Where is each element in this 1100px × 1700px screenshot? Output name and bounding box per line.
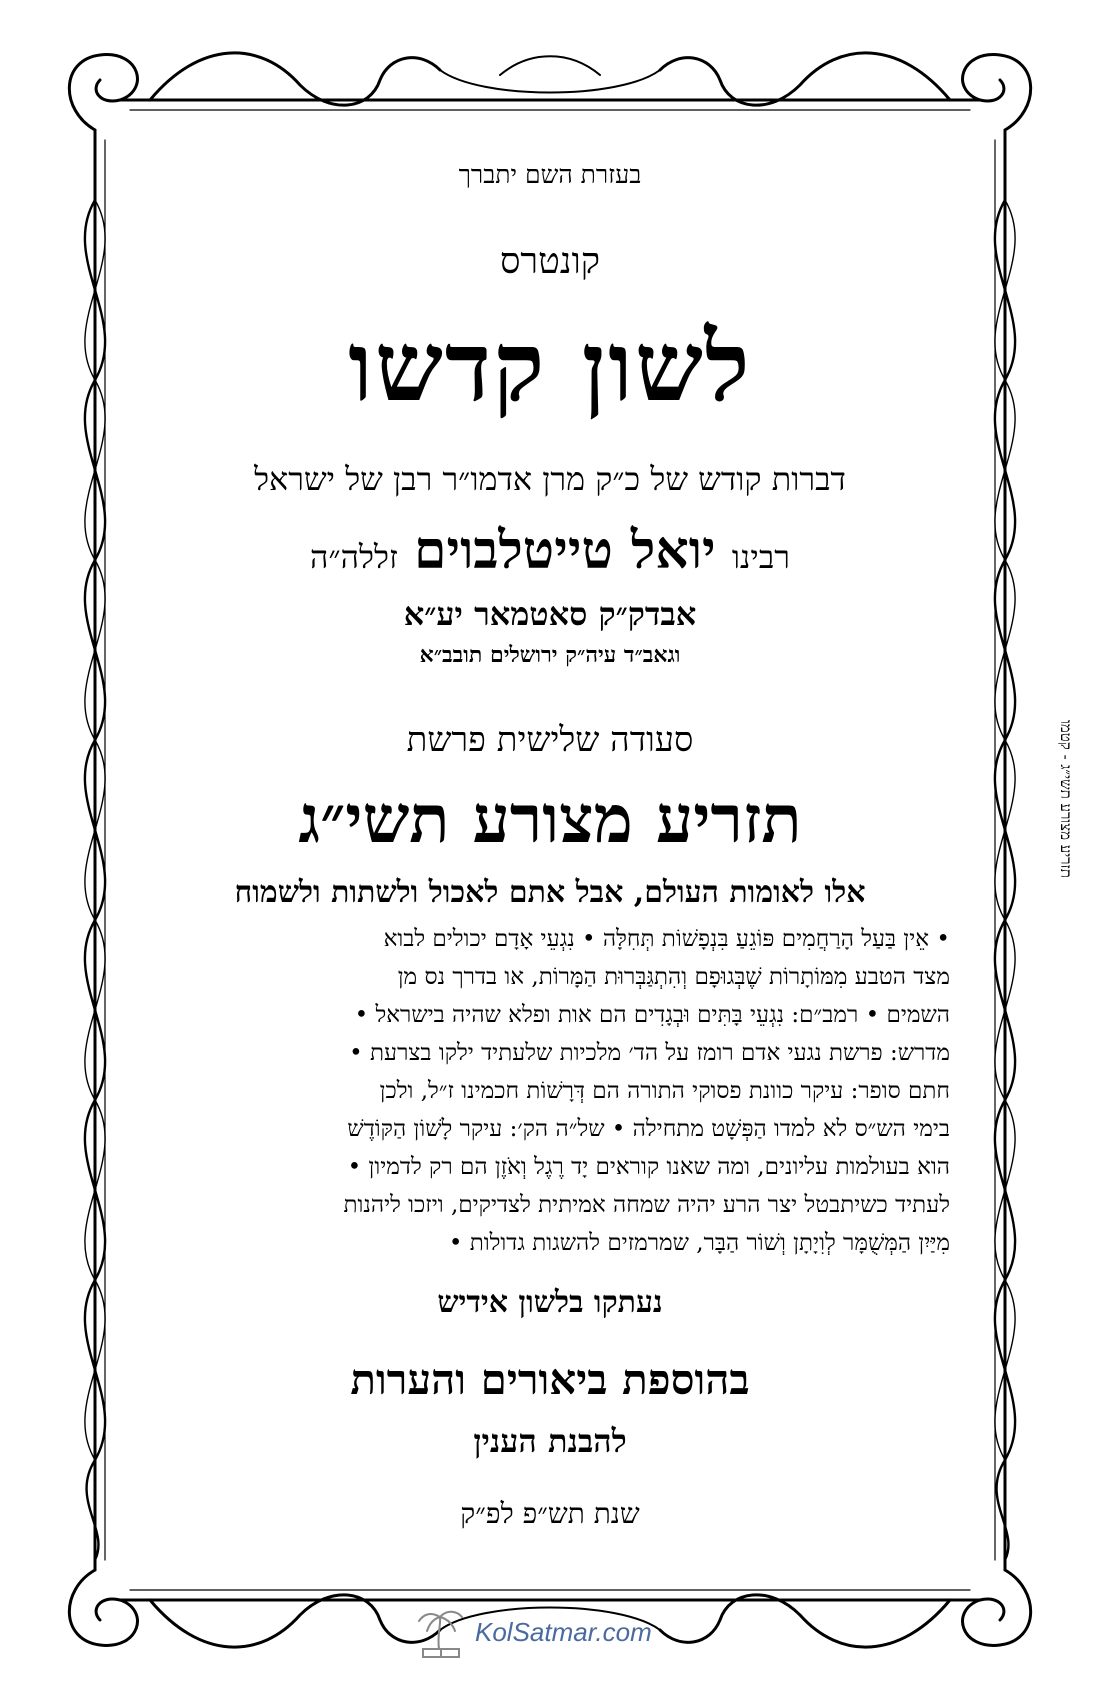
- blessing-line: בעזרת השם יתברך: [458, 160, 642, 189]
- logo-text: KolSatmar.com: [475, 1617, 652, 1647]
- understanding-line: להבנת הענין: [473, 1422, 627, 1460]
- author-title-2: וגאב״ד עיה״ק ירושלים תובב״א: [419, 642, 681, 668]
- year-line: שנת תש״פ לפ״ק: [460, 1497, 640, 1530]
- main-title: לשון קדשו: [348, 310, 752, 423]
- summary-line: • אֵין בַּעַל הָרַחֲמִים פּוֹגֵעַ בִּנְפָשׁוֹת תְּחִלָּה • נִגְעֵי אָדָם יכולים לבוא: [383, 926, 950, 952]
- summary-line: חתם סופר: עיקר כוונת פסוקי התורה הם דְּרָשׁוֹת חכמינו ז״ל, ולכן: [379, 1078, 950, 1104]
- summary-line: מִיַּיִן הַמְּשֻׁמָּר לְוִיָתָן וְשׁוֹר הַבָּר, שמרמזים להשגות גדולות •: [448, 1230, 950, 1256]
- author-prefix: רבינו: [731, 538, 790, 576]
- author-line: [150, 520, 950, 581]
- addition-line: בהוספת ביאורים והערות: [350, 1355, 750, 1404]
- kuntres-label: קונטרס: [499, 241, 601, 282]
- palm-tree-book-icon: [415, 1605, 467, 1660]
- site-logo[interactable]: [415, 1605, 715, 1665]
- summary-line: הוא בעולמות עליונים, ומה שאנו קוראים יָד רֶגֶל וְאֹזֶן הם רק לדמיון •: [347, 1154, 950, 1180]
- title-page-content: [150, 150, 950, 1550]
- summary-line: מצד הטבע מִמּוֹתָרוֹת שֶׁבְּגוּפָם וְהִתְגַּבְּרוּת הַמָּרוֹת, או בדרך נס מן: [397, 964, 950, 990]
- parsha-title: תזריע מצורע תשי״ג: [298, 780, 802, 858]
- translated-line: נעתקו בלשון אידיש: [437, 1285, 663, 1320]
- subtitle-line: אלו לאומות העולם, אבל אתם לאכול ולשתות ולשמוח: [234, 875, 866, 910]
- author-title-1: אבדק״ק סאטמאר יע״א: [403, 595, 697, 633]
- summary-line: השמים • רמב״ם: נִגְעֵי בָּתִּים וּבְגָדִים הם אות ופלא שהיה בישראל •: [354, 1002, 950, 1028]
- summary-line: לעתיד כשיתבטל יצר הרע יהיה שמחה אמיתית לצדיקים, ויזכו ליהנות: [343, 1192, 950, 1218]
- speech-by-line: דברות קודש של כ״ק מרן אדמו״ר רבן של ישראל: [254, 460, 846, 498]
- author-suffix: זללה״ה: [310, 538, 398, 576]
- summary-line: מדרש: פרשת נגעי אדם רומז על הד׳ מלכיות שלעתיד ילקו בצרעת •: [349, 1040, 950, 1066]
- meal-line: סעודה שלישית פרשת: [406, 720, 694, 760]
- summary-line: בימי הש״ס לא למדו הַפְּשָׁט מתחילה • של״ה הק׳: עיקר לָשׁוֹן הַקּוֹדֶשׁ: [347, 1116, 950, 1142]
- side-note: תזריע מצורע תשי״ג - קטמו: [1057, 720, 1075, 878]
- author-name: יואל טייטלבוים: [414, 520, 716, 581]
- summary-paragraph: [150, 920, 950, 1262]
